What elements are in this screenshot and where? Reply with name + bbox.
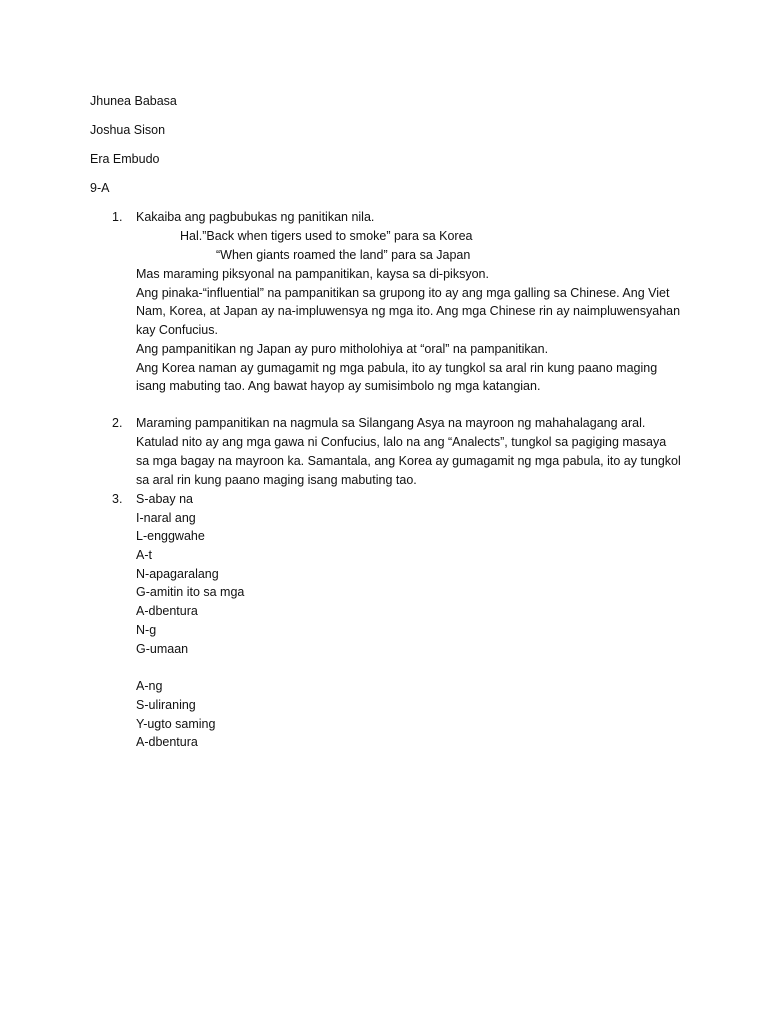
answer-line: Katulad nito ay ang mga gawa ni Confucius, lalo na ang “Analects”, tungkol sa pagiging masaya	[136, 435, 667, 449]
answer-line: Ang pinaka-“influential” na pampanitikan sa grupong ito ay ang mga galling sa Chinese. Ang Viet	[136, 286, 670, 300]
acrostic-line: S-uliraning	[136, 698, 196, 712]
acrostic-line: G-amitin ito sa mga	[136, 585, 245, 599]
answer-number: 1.	[112, 210, 123, 224]
author-name-1: Jhunea Babasa	[90, 94, 177, 108]
acrostic-line: A-dbentura	[136, 735, 198, 749]
answer-line: Nam, Korea, at Japan ay na-impluwensya ng mga ito. Ang mga Chinese rin ay naimpluwensyahan	[136, 304, 681, 318]
acrostic-line: G-umaan	[136, 642, 189, 656]
answer-line: kay Confucius.	[136, 323, 218, 337]
answer-line: sa mga bagay na mayroon ka. Samantala, ang Korea ay gumagamit ng mga pabula, ito ay tungkol	[136, 454, 681, 468]
answer-number: 2.	[112, 416, 123, 430]
author-name-2: Joshua Sison	[90, 123, 166, 137]
acrostic-line: I-naral ang	[136, 511, 196, 525]
answer-line: Mas maraming piksyonal na pampanitikan, kaysa sa di-piksyon.	[136, 267, 489, 281]
answer-line: “When giants roamed the land” para sa Japan	[216, 248, 471, 262]
answer-number: 3.	[112, 492, 123, 506]
answer-line: isang mabuting tao. Ang bawat hayop ay sumisimbolo ng mga katangian.	[136, 379, 541, 393]
answer-line: Ang Korea naman ay gumagamit ng mga pabula, ito ay tungkol sa aral rin kung paano maging	[136, 361, 658, 375]
acrostic-line: N-apagaralang	[136, 567, 219, 581]
author-name-3: Era Embudo	[90, 152, 160, 166]
acrostic-line: N-g	[136, 623, 157, 637]
answer-line: Maraming pampanitikan na nagmula sa Silangang Asya na mayroon ng mahahalagang aral.	[136, 416, 646, 430]
section-label: 9-A	[90, 181, 110, 195]
answer-line: sa aral rin kung paano maging isang mabuting tao.	[136, 473, 417, 487]
acrostic-line: A-ng	[136, 679, 163, 693]
acrostic-line: S-abay na	[136, 492, 193, 506]
acrostic-line: L-enggwahe	[136, 529, 205, 543]
answer-line: Kakaiba ang pagbubukas ng panitikan nila.	[136, 210, 375, 224]
answer-line: Ang pampanitikan ng Japan ay puro mitholohiya at “oral” na pampanitikan.	[136, 342, 549, 356]
acrostic-line: Y-ugto saming	[136, 717, 216, 731]
acrostic-line: A-t	[136, 548, 152, 562]
acrostic-line: A-dbentura	[136, 604, 198, 618]
answer-line: Hal.”Back when tigers used to smoke” para sa Korea	[180, 229, 473, 243]
